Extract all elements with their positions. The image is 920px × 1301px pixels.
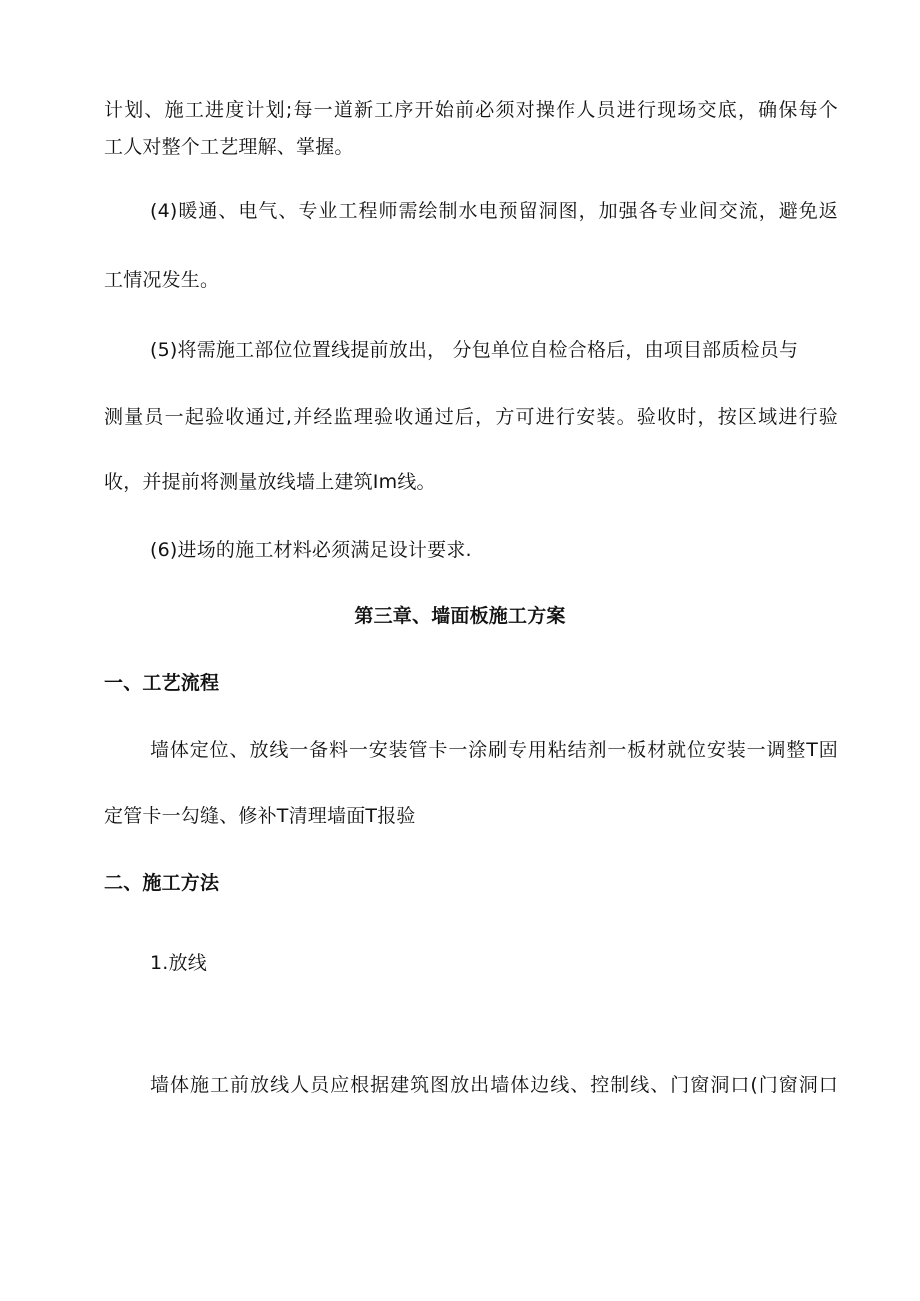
list-item-4: (4)暖通、电气、专业工程师需绘制水电预留洞图，加强各专业间交流，避免返: [150, 200, 838, 222]
paragraph-line: 墙体施工前放线人员应根据建筑图放出墙体边线、控制线、门窗洞口(门窗洞口: [150, 1074, 838, 1096]
list-item-6: (6)进场的施工材料必须满足设计要求.: [150, 539, 472, 561]
paragraph-line: 工人对整个工艺理解、掌握。: [104, 136, 354, 158]
paragraph-line: 定管卡一勾缝、修补T清理墙面T报验: [104, 805, 416, 827]
list-item-5-continued: 收，并提前将测量放线墙上建筑Im线。: [104, 471, 436, 493]
paragraph-line: 墙体定位、放线一备料一安装管卡一涂刷专用粘结剂一板材就位安装一调整T固: [150, 739, 838, 761]
list-item-5: (5)将需施工部位位置线提前放出， 分包单位自检合格后，由项目部质检员与: [150, 339, 799, 361]
list-item-4-continued: 工情况发生。: [104, 269, 220, 291]
paragraph-line: 计划、施工进度计划;每一道新工序开始前必须对操作人员进行现场交底，确保每个: [104, 99, 838, 121]
section-heading-2: 二、施工方法: [104, 872, 220, 894]
section-heading-1: 一、工艺流程: [104, 672, 220, 694]
subsection-heading: 1.放线: [150, 952, 207, 974]
chapter-title: 第三章、墙面板施工方案: [354, 605, 566, 627]
list-item-5-continued: 测量员一起验收通过,并经监理验收通过后，方可进行安装。验收时，按区域进行验: [104, 406, 838, 428]
